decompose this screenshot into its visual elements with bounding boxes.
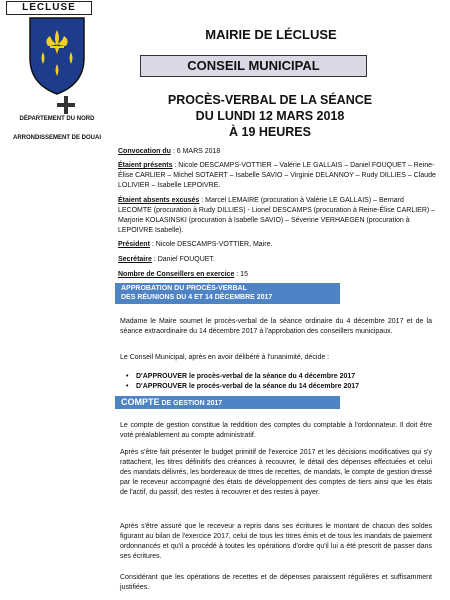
convocation-value: : 6 MARS 2018 [170,148,221,155]
presents-label: Étaient présents [118,162,173,169]
arrondissement-label: ARRONDISSEMENT DE DOUAI [12,135,101,141]
nombre-value: : 15 [234,271,248,278]
bullet-icon: • [126,373,129,380]
pv-title [140,92,400,140]
pv-title-line: À 19 HEURES [229,125,311,139]
absents-label: Étaient absents excusés [118,197,200,204]
cross-medal-icon [57,96,75,114]
section-approbation-header [115,283,340,304]
nombre-conseillers [118,270,436,280]
section-header-small: DE GESTION 2017 [161,400,223,407]
presents [118,161,436,191]
presents-value: : Nicole DESCAMPS-VOTTIER – Valérie LE GALLAIS – Daniel FOUQUET – Reine-Élise CARLIER – Michel SOTAERT – Isabelle SAVIO – Virginie DELANNOY – Rudy DILLIES – Claude LOLIVIER – Isabelle LEPOIVRE. [118,162,436,189]
compte-paragraph-4: Considérant que les opérations de recettes et de dépenses paraissent régulières et suffisamment justifiées. [120,574,432,591]
compte-paragraph-3: Après s'être assuré que le receveur a repris dans ses écritures le montant de chacun des soldes figurant au bilan de l'exercice 2017, celui de tous les titres émis et de tous les mandats de paiement ordonnancés et qu'il a procédé à toutes les opérations d'ordre qu'il lui a été prescrit de passer dans ses écritures. [120,523,432,560]
convocation [118,147,436,157]
approbation-paragraph: Madame le Maire soumet le procès-verbal de la séance ordinaire du 4 décembre 2017 et de la séance extraordinaire du 14 décembre 2017 à l'approbation des conseillers municipaux. [120,318,432,335]
pv-title-line: PROCÈS-VERBAL DE LA SÉANCE [167,93,373,107]
mairie-title: MAIRIE DE LÉCLUSE [205,27,337,42]
section-header-line: APPROBATION DU PROCÈS-VERBAL [121,285,247,292]
absents [118,196,436,236]
president-label: Président [118,241,150,248]
decision-item-text: D'APPROUVER le procès-verbal de la séance du 14 décembre 2017 [136,383,360,390]
compte-paragraph-1: Le compte de gestion constitue la reddition des comptes du comptable à l'ordonnateur. Il doit être voté préalablement au compte administratif. [120,422,432,439]
section-header-big: COMPTE [121,397,160,407]
section-compte-header [115,396,340,409]
pv-title-line: DU LUNDI 12 MARS 2018 [195,109,345,123]
bullet-icon: • [126,383,129,390]
coat-of-arms-logo [28,16,86,96]
decision-item-text: D'APPROUVER le procès-verbal de la séance du 4 décembre 2017 [136,373,356,380]
decision-item [126,382,359,392]
town-name-banner: LECLUSE [6,1,92,15]
president-value: : Nicole DESCAMPS-VOTTIER, Maire. [149,241,273,248]
secretaire [118,255,436,265]
secretaire-label: Secrétaire [118,256,152,263]
absents-value: : Marcel LEMAIRE (procuration à Valérie LE GALLAIS) – Bernard LECOMTE (procuration à Rudy DILLIES) - Lionel DESCAMPS (procuration à Reine-Élise CARLIER) – Marjorie KOLASINSKI (procuration à Isabelle SAVIO) – Séverine VERHAEGEN (procuration à LEPOIVRE Isabelle). [118,197,436,234]
department-label: DÉPARTEMENT DU NORD [19,116,95,122]
section-header-line: DES RÉUNIONS DU 4 ET 14 DÉCEMBRE 2017 [121,294,273,301]
decision-paragraph: Le Conseil Municipal, après en avoir délibéré à l'unanimité, décide : [120,354,330,361]
convocation-label: Convocation du [118,148,171,155]
conseil-title: CONSEIL MUNICIPAL [187,58,320,73]
secretaire-value: : Daniel FOUQUET. [151,256,215,263]
compte-paragraph-2: Après s'être fait présenter le budget primitif de l'exercice 2017 et les décisions modificatives qui s'y rattachent, les titres définitifs des créances à recouvrer, le détail des dépenses effectuées et celui des mandats délivrés, les bordereaux de titres de recettes, de mandats, le compte de gestion dressé par le receveur accompagné des états de développement des comptes de tiers ainsi que les états de l'actif, du passif, des restes à recouvrer et des restes à payer. [120,449,432,496]
decision-item [126,372,355,382]
president [118,240,436,250]
nombre-label: Nombre de Conseillers en exercice [118,271,235,278]
